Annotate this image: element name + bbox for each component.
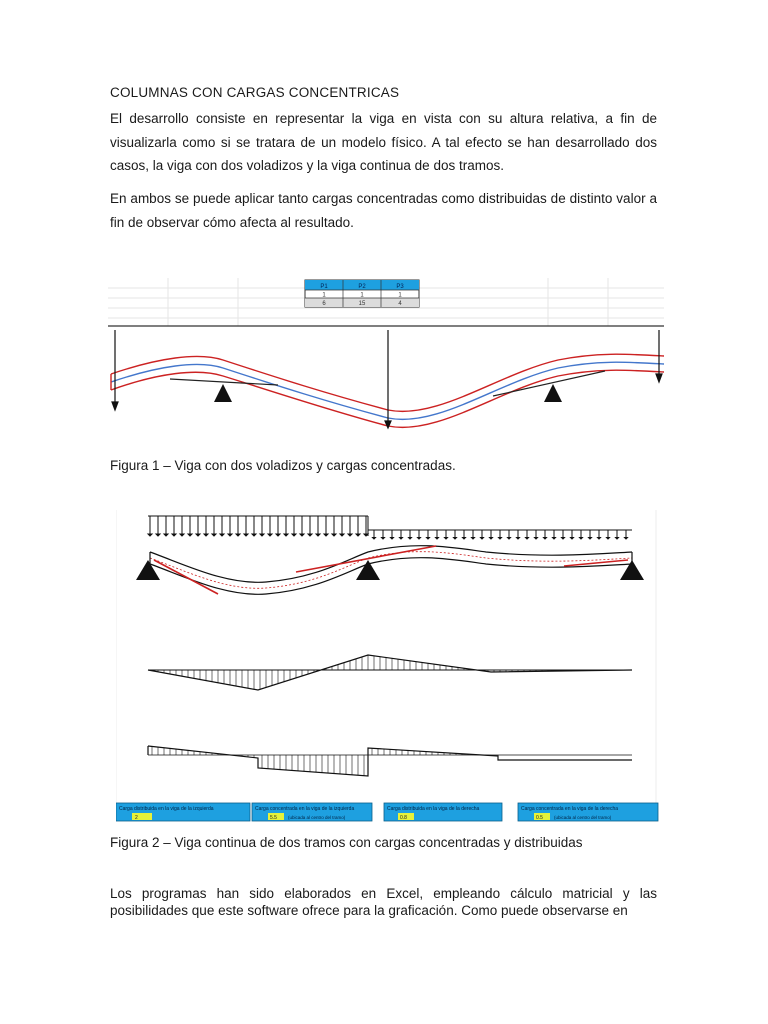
panel-note: (ubicada al centro del tramo) bbox=[288, 815, 346, 820]
table-header-p1: P1 bbox=[320, 284, 328, 290]
document-heading: COLUMNAS CON CARGAS CONCENTRICAS bbox=[110, 85, 400, 100]
figure-2-caption: Figura 2 – Viga continua de dos tramos con cargas concentradas y distribuidas bbox=[110, 835, 583, 850]
support-triangle-right bbox=[544, 384, 562, 402]
beam-bottom-edge bbox=[150, 558, 632, 595]
paragraph-loads: En ambos se puede aplicar tanto cargas concentradas como distribuidas de distinto valor a fin de observar cómo afecta al resultado. bbox=[110, 191, 657, 230]
figure-2-continuous-beam bbox=[116, 510, 662, 825]
figure-1-beam-two-cantilevers bbox=[108, 278, 664, 440]
table-cell: 1 bbox=[322, 292, 326, 299]
paragraph-intro: El desarrollo consiste en representar la viga en vista con su altura relativa, a fin de visualizarla como si se tratara de un modelo físico. A tal efecto se han desarrollado dos casos, la viga con dos voladizos y la viga continua de dos tramos. bbox=[110, 111, 657, 173]
figure-1-caption: Figura 1 – Viga con dos voladizos y cargas concentradas. bbox=[110, 458, 456, 473]
panel-value: 2 bbox=[135, 815, 138, 821]
table-cell: 15 bbox=[358, 301, 366, 307]
panel-title: Carga distribuida en la viga de la izquierda bbox=[119, 806, 214, 812]
panel-note: (ubicada al centro del tramo) bbox=[554, 815, 612, 820]
panel-title: Carga concentrada en la viga de la derecha bbox=[521, 806, 619, 812]
table-cell: 1 bbox=[360, 292, 364, 299]
panel-title: Carga distribuida en la viga de la derecha bbox=[387, 806, 480, 812]
beam-neutral-axis bbox=[150, 552, 632, 589]
moment-diagram-curve bbox=[148, 655, 632, 690]
input-panel-4 bbox=[518, 803, 658, 821]
table-header-p3: P3 bbox=[396, 284, 404, 290]
input-panel-2 bbox=[252, 803, 372, 821]
table-cell: 6 bbox=[322, 301, 326, 307]
paragraph-excel: Los programas han sido elaborados en Excel, empleando cálculo matricial y las posibilidades que este software ofrece para la graficación. Como puede observarse en bbox=[110, 886, 657, 918]
input-panel-1 bbox=[116, 803, 250, 821]
table-header-p2: P2 bbox=[358, 284, 366, 290]
panel-value: 0.8 bbox=[400, 815, 407, 821]
beam-top-edge bbox=[150, 546, 632, 583]
distributed-load-left bbox=[148, 516, 368, 536]
support-triangle-right bbox=[620, 560, 644, 580]
panel-title: Carga concentrada en la viga de la izquierda bbox=[255, 806, 355, 812]
distributed-load-right bbox=[368, 530, 632, 539]
support-triangle-left bbox=[214, 384, 232, 402]
support-triangle-left bbox=[136, 560, 160, 580]
load-table bbox=[305, 280, 419, 307]
input-panel-3 bbox=[384, 803, 502, 821]
point-loads bbox=[112, 330, 662, 428]
support-triangle-middle bbox=[356, 560, 380, 580]
shear-diagram-hatching bbox=[152, 746, 492, 775]
table-cell: 1 bbox=[398, 292, 402, 299]
panel-value: 5.5 bbox=[270, 815, 277, 821]
table-cell: 4 bbox=[398, 301, 402, 307]
panel-value: 0.5 bbox=[536, 815, 543, 821]
